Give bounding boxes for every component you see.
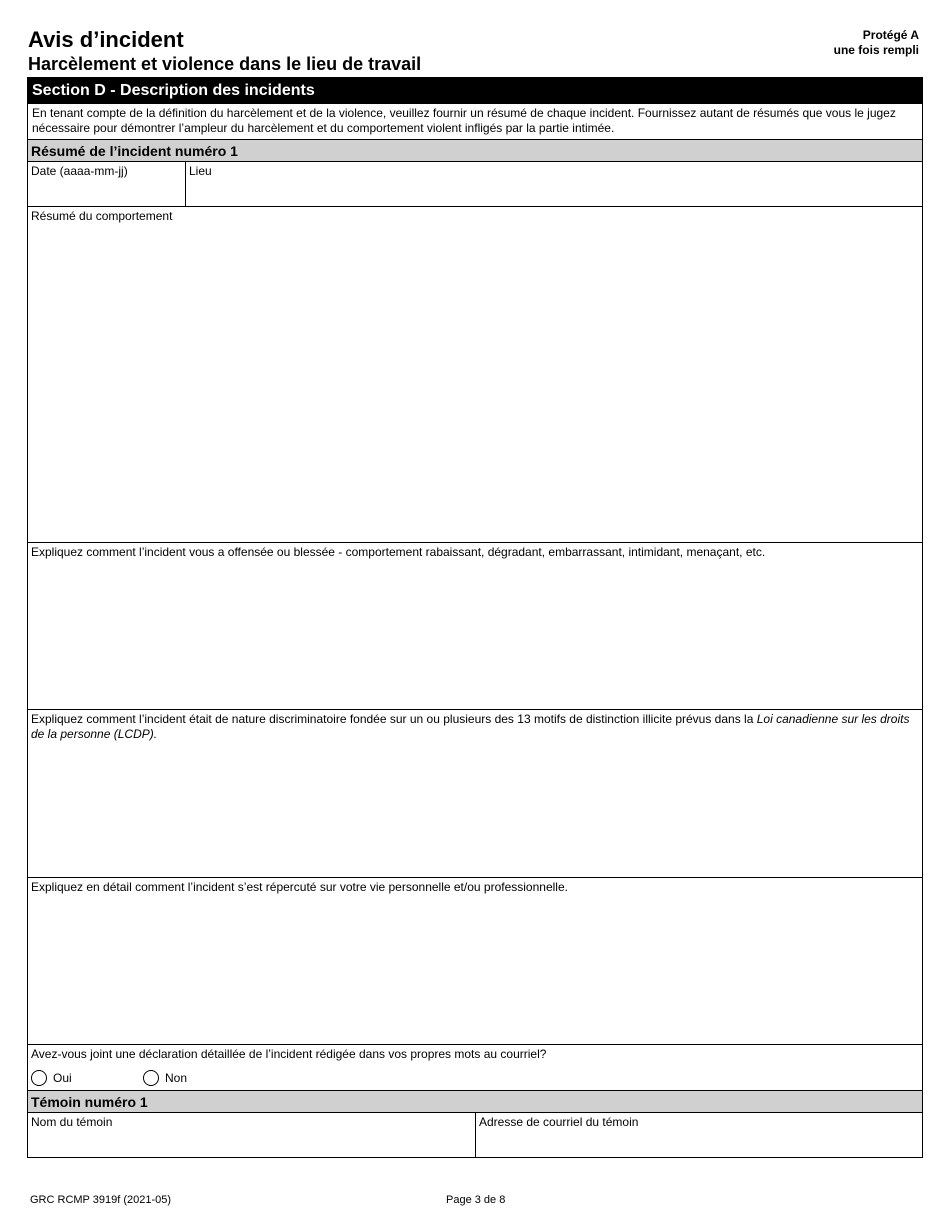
section-intro: En tenant compte de la définition du harcèlement et de la violence, veuillez fournir un résumé de chaque incident. Fournissez autant de résumés que vous le jugez nécessaire pour démontrer l’ampleur du harcèlement et du comportement violent infligés par la partie intimée. [28,103,922,139]
incident-heading: Résumé de l’incident numéro 1 [28,139,922,161]
attached-statement-field [28,1044,922,1090]
page-title: Avis d’incident [28,27,184,52]
witness-name-field[interactable] [28,1113,475,1157]
behaviour-summary-input[interactable] [31,224,919,524]
place-field[interactable] [185,162,922,206]
radio-yes[interactable] [31,1070,47,1086]
discrimination-label-text: Expliquez comment l’incident était de nature discriminatoire fondée sur un ou plusieurs des 13 motifs de distinction illicite prévus dans la [31,712,757,726]
impact-field[interactable] [28,877,922,1044]
offended-field[interactable] [28,542,922,709]
discrimination-law-name: Loi canadienne sur les droits de la personne (LCDP). [31,712,910,741]
incident-form [27,77,923,1158]
date-place-row [28,161,922,206]
page-subtitle: Harcèlement et violence dans le lieu de travail [28,54,422,74]
impact-label: Expliquez en détail comment l’incident s’est répercuté sur votre vie personnelle et/ou professionnelle. [31,880,568,894]
impact-input[interactable] [31,895,919,1030]
behaviour-summary-label: Résumé du comportement [31,209,173,223]
date-input[interactable] [31,179,182,193]
protected-label [834,28,919,58]
option-no[interactable] [143,1070,187,1086]
discrimination-input[interactable] [31,742,919,862]
form-number: GRC RCMP 3919f (2021-05) [30,1194,172,1206]
offended-input[interactable] [31,560,919,695]
witness-row [28,1112,922,1157]
place-input[interactable] [189,179,919,193]
radio-no[interactable] [143,1070,159,1086]
option-yes[interactable] [31,1070,143,1086]
date-label: Date (aaaa-mm-jj) [31,164,128,178]
attached-statement-options [31,1070,919,1086]
discrimination-label [31,712,919,742]
witness-heading: Témoin numéro 1 [28,1090,922,1112]
discrimination-field[interactable] [28,709,922,877]
protected-line-1: Protégé A [862,28,919,42]
page-number: Page 3 de 8 [446,1194,506,1206]
witness-email-label: Adresse de courriel du témoin [479,1115,639,1129]
witness-email-input[interactable] [479,1130,919,1144]
offended-label: Expliquez comment l’incident vous a offensée ou blessée - comportement rabaissant, dégradant, embarrassant, intimidant, menaçant, etc. [31,545,766,559]
witness-name-input[interactable] [31,1130,472,1144]
date-field[interactable] [28,162,185,206]
behaviour-summary-field[interactable] [28,206,922,542]
place-label: Lieu [189,164,212,178]
option-yes-label: Oui [53,1070,72,1085]
witness-email-field[interactable] [475,1113,922,1157]
witness-name-label: Nom du témoin [31,1115,113,1129]
option-no-label: Non [165,1070,188,1085]
section-d-title: Section D - Description des incidents [28,78,922,103]
attached-statement-question: Avez-vous joint une déclaration détaillée de l’incident rédigée dans vos propres mots au courriel? [31,1047,547,1061]
protected-line-2: une fois rempli [833,43,919,57]
